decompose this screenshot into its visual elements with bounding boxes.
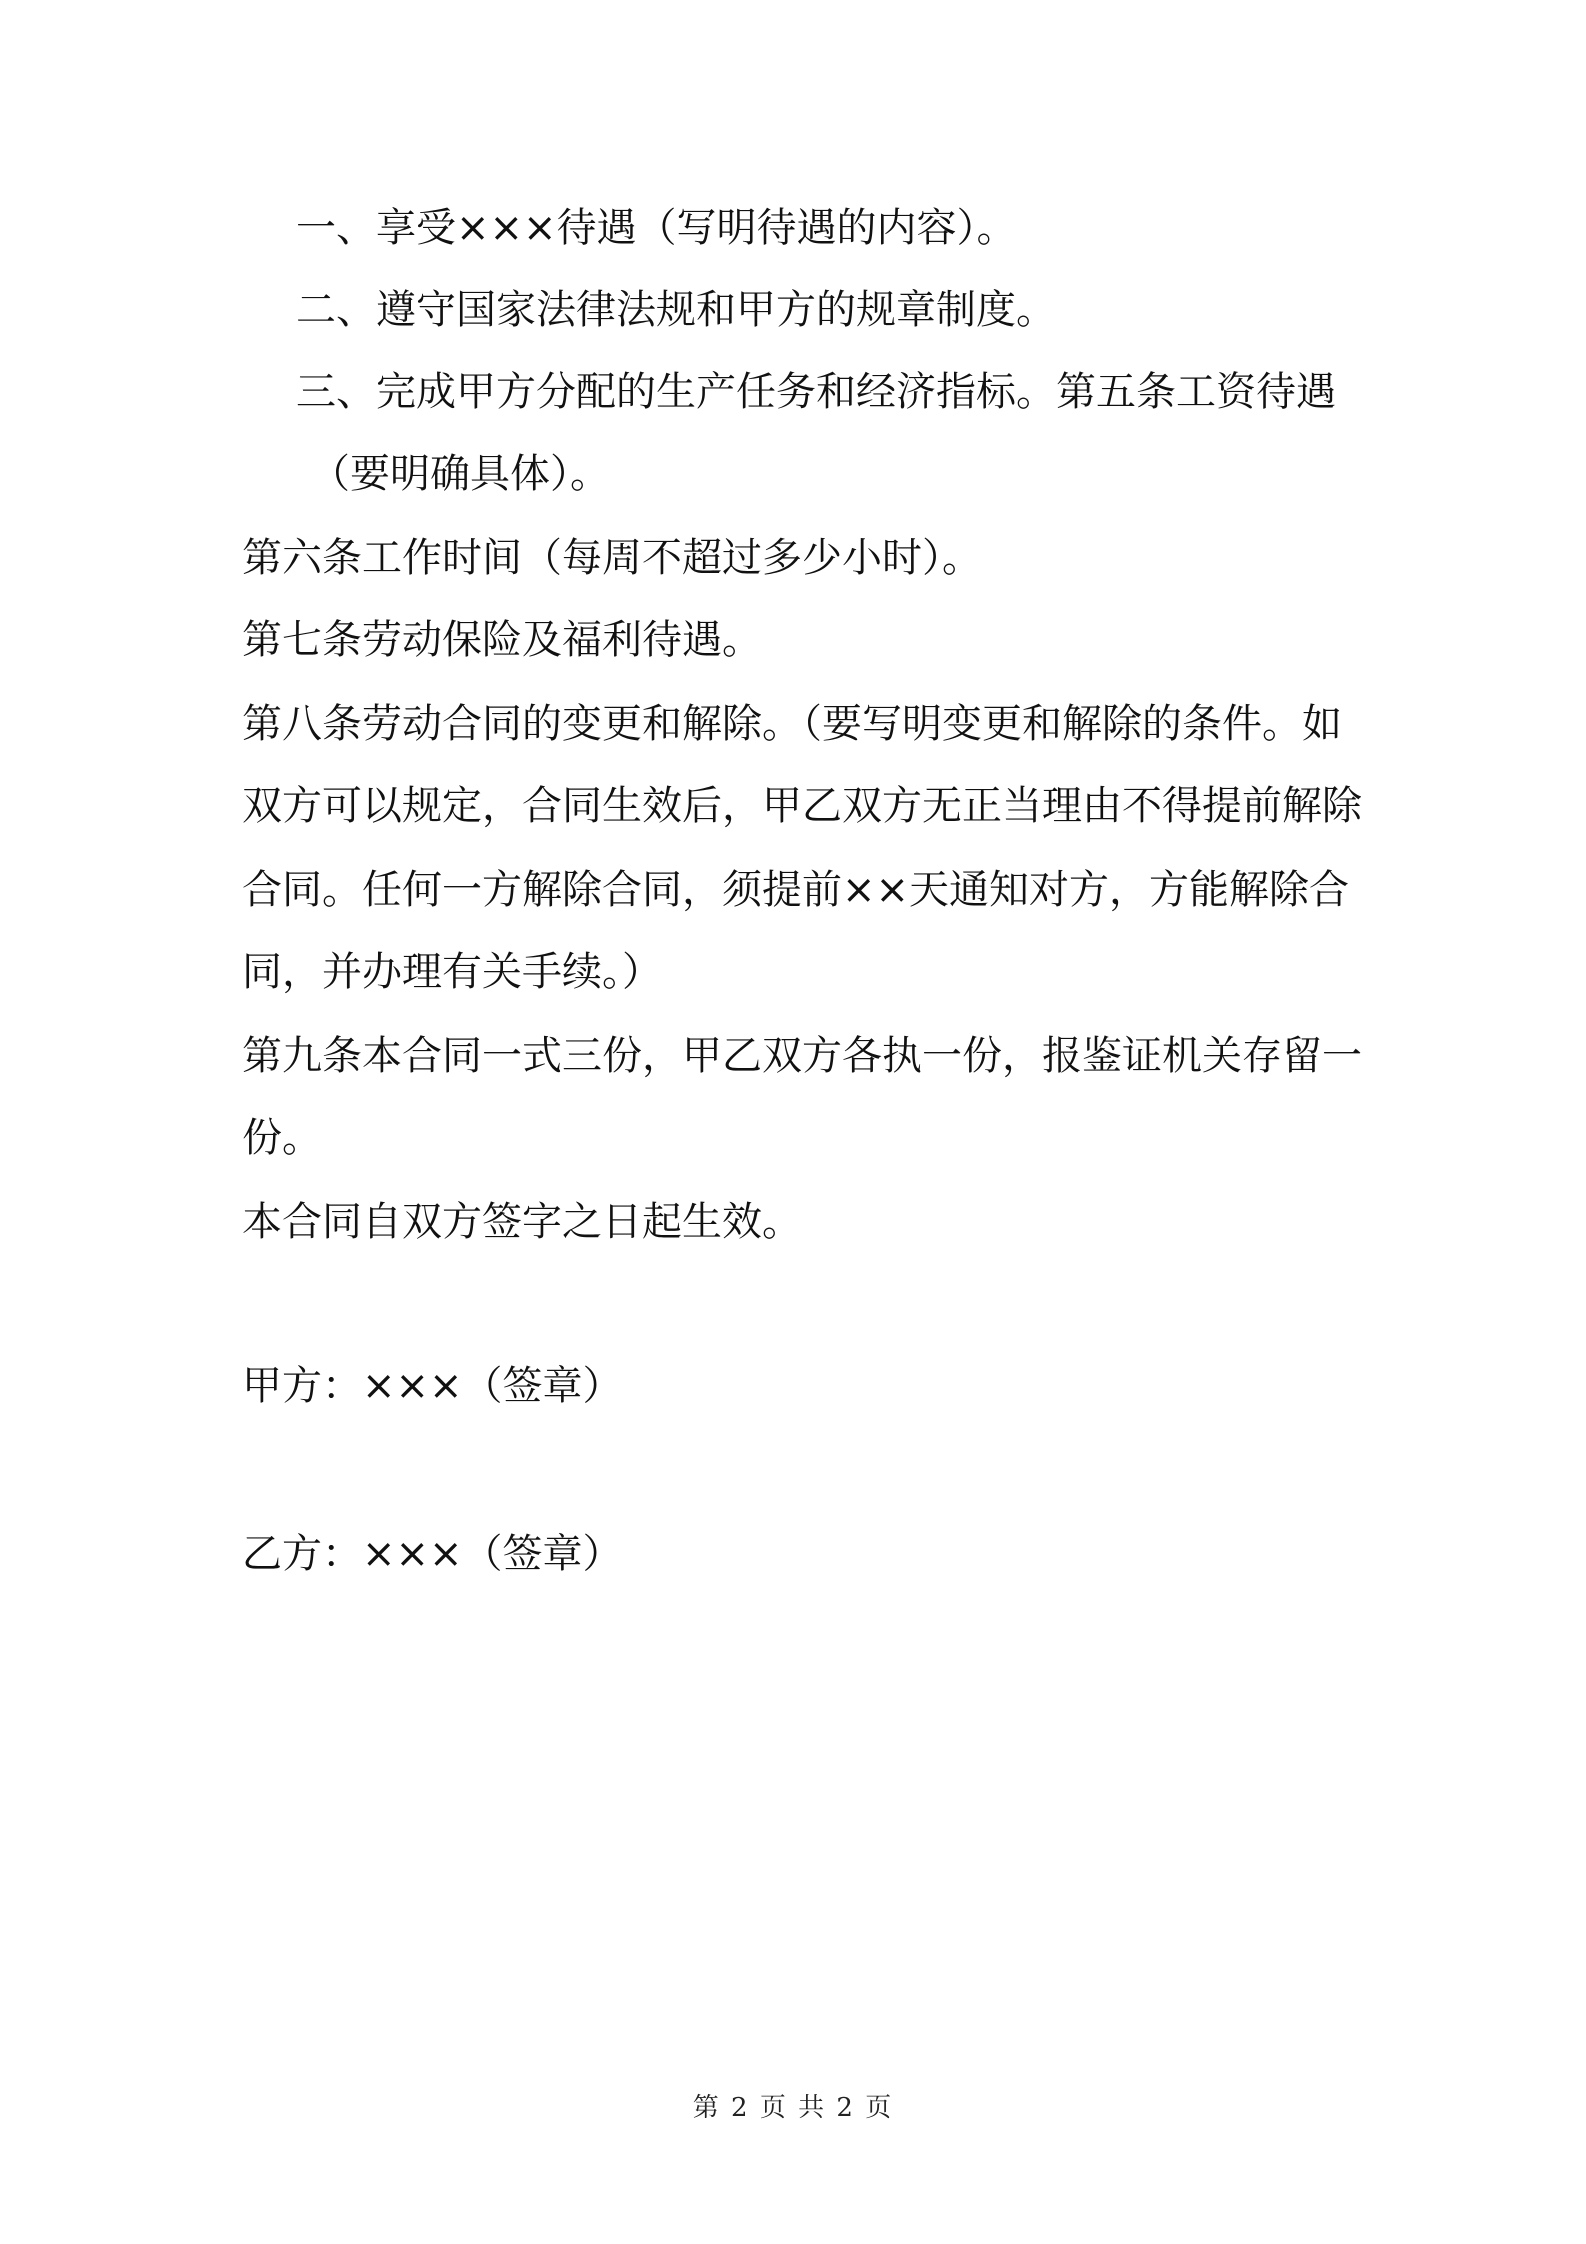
article-8-line-1: 第八条劳动合同的变更和解除。（要写明变更和解除的条件。如 bbox=[242, 701, 1342, 747]
article-6: 第六条工作时间（每周不超过多少小时）。 bbox=[242, 535, 982, 581]
article-8-line-2: 双方可以规定，合同生效后，甲乙双方无正当理由不得提前解除 bbox=[242, 783, 1362, 829]
clause-item-3: 三、完成甲方分配的生产任务和经济指标。第五条工资待遇 bbox=[296, 369, 1336, 415]
article-9-line-1: 第九条本合同一式三份，甲乙双方各执一份，报鉴证机关存留一 bbox=[242, 1033, 1362, 1079]
page-number: 第 2 页 共 2 页 bbox=[692, 2093, 894, 2123]
clause-item-3-continued: （要明确具体）。 bbox=[310, 451, 610, 497]
article-8-line-3: 合同。任何一方解除合同，须提前××天通知对方，方能解除合 bbox=[242, 867, 1350, 913]
clause-item-1: 一、享受×××待遇（写明待遇的内容）。 bbox=[296, 205, 1017, 251]
effective-clause: 本合同自双方签字之日起生效。 bbox=[242, 1199, 802, 1245]
party-a-signature: 甲方：×××（签章） bbox=[242, 1363, 623, 1409]
article-7: 第七条劳动保险及福利待遇。 bbox=[242, 617, 762, 663]
party-b-signature: 乙方：×××（签章） bbox=[242, 1531, 623, 1577]
article-8-line-4: 同，并办理有关手续。） bbox=[242, 949, 662, 995]
clause-item-2: 二、遵守国家法律法规和甲方的规章制度。 bbox=[296, 287, 1056, 333]
article-9-line-2: 份。 bbox=[242, 1115, 322, 1161]
